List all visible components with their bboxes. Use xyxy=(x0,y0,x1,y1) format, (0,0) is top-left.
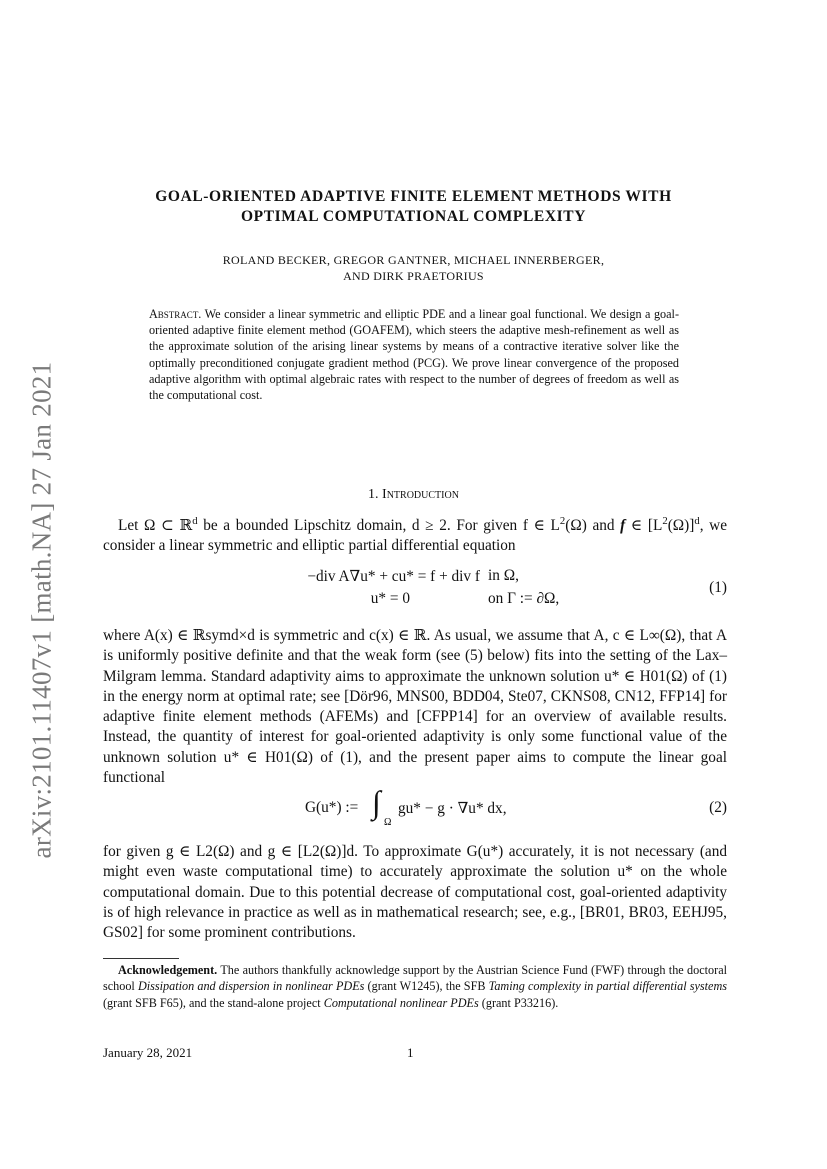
title-line-1: GOAL-ORIENTED ADAPTIVE FINITE ELEMENT METHODS WITH xyxy=(155,188,672,205)
arxiv-sidebar xyxy=(22,350,62,870)
authors-line-2: AND DIRK PRAETORIUS xyxy=(343,269,484,283)
eq1-line1-rhs: in Ω, xyxy=(488,567,519,584)
page-number: 1 xyxy=(407,1045,414,1060)
p1-sup-b: 2 xyxy=(559,514,566,527)
intro-paragraph-1 xyxy=(103,516,727,557)
ack-text-3: (grant SFB F65), and the stand-alone project xyxy=(103,995,324,1010)
ack-italic-2: Taming complexity in partial differential systems xyxy=(488,979,727,994)
p1-sup-e: d xyxy=(694,514,700,527)
p1-sup-d: 2 xyxy=(662,514,668,527)
eq2-number: (2) xyxy=(709,799,727,816)
eq1-line2-rhs: on Γ := ∂Ω, xyxy=(488,590,560,607)
p1-bold-f: f xyxy=(620,517,626,534)
authors-line-1: ROLAND BECKER, GREGOR GANTNER, MICHAEL INNERBERGER, xyxy=(222,253,605,267)
eq1-line2-lhs: u* = 0 xyxy=(370,590,410,607)
abstract-label: Abstract. xyxy=(149,307,202,321)
ack-text-2: (grant W1245), the SFB xyxy=(364,979,489,994)
ack-label: Acknowledgement. xyxy=(118,963,218,977)
ack-italic-1: Dissipation and dispersion in nonlinear PDEs xyxy=(137,979,365,994)
eq2-domain: Ω xyxy=(384,817,392,828)
ack-italic-3: Computational nonlinear PDEs xyxy=(323,995,479,1010)
arxiv-id: arXiv:2101.11407v1 [math.NA] 27 Jan 2021 xyxy=(26,361,57,859)
abstract xyxy=(149,306,679,403)
p1-text-f: , we consider a linear symmetric and elliptic partial differential equation xyxy=(103,517,727,555)
footnote-rule xyxy=(103,958,179,959)
eq2-lhs: G(u*) := xyxy=(305,799,359,816)
ack-text-4: (grant P33216). xyxy=(478,995,559,1010)
p1-text-e: (Ω)] xyxy=(667,517,695,534)
intro-paragraph-2: where A(x) ∈ ℝsymd×d is symmetric and c(x) ∈ ℝ. As usual, we assume that A, c ∈ L∞(Ω), that A is uniformly positive definite and that the weak form (see (5) below) fits into the setting of the Lax–Milgram lemma. Standard adaptivity aims to approximate the unknown solution u* ∈ H01(Ω) of (1) in the energy norm at optimal rate; see [Dör96, MNS00, BDD04, Ste07, CKNS08, CN12, FFP14] for adaptive finite element methods (AFEMs) and [CFPP14] for an overview of available results. Instead, the quantity of interest for goal-oriented adaptivity is only some functional value of the unknown solution u* ∈ H01(Ω) of (1), and the present paper aims to compute the linear goal functional xyxy=(103,627,727,787)
ack-text-1: The authors thankfully acknowledge support by the Austrian Science Fund (FWF) through the doctoral school xyxy=(103,963,727,994)
acknowledgement xyxy=(103,962,727,1011)
eq1-number: (1) xyxy=(709,579,727,596)
section-number: 1. xyxy=(368,487,379,502)
eq1-line1-lhs: −div A∇u* + cu* = f + div f xyxy=(307,568,480,585)
title-line-2: OPTIMAL COMPUTATIONAL COMPLEXITY xyxy=(240,208,586,225)
abstract-text: We consider a linear symmetric and elliptic PDE and a linear goal functional. We design a goal-oriented adaptive finite element method (GOAFEM), which steers the adaptive mesh-refinement as well as the approximate solution of the arising linear systems by means of a contractive iterative solver like the optimally preconditioned conjugate gradient method (PCG). We prove linear convergence of the proposed adaptive algorithm with optimal algebraic rates with respect to the number of degrees of freedom as well as the computational cost. xyxy=(149,307,679,403)
p1-text-a: Let Ω ⊂ ℝ xyxy=(118,517,193,534)
p1-text-c: (Ω) and xyxy=(565,517,621,534)
integral-sign: ∫ xyxy=(372,784,381,820)
authors xyxy=(100,252,727,284)
footer-date: January 28, 2021 xyxy=(103,1045,193,1060)
eq2-integrand: gu* − g · ∇u* dx, xyxy=(398,800,507,817)
paper-title xyxy=(100,187,727,227)
p1-text-d: ∈ [L xyxy=(625,517,663,534)
section-heading xyxy=(100,487,727,503)
section-title: Introduction xyxy=(382,487,459,502)
intro-paragraph-3: for given g ∈ L2(Ω) and g ∈ [L2(Ω)]d. To approximate G(u*) accurately, it is not necessary (and might even waste computational time) to accurately approximate the solution u* on the whole computational domain. Due to this potential decrease of computational cost, goal-oriented adaptivity is of high relevance in practice as well as in mathematical research; see, e.g., [BR01, BR03, EEHJ95, GS02] for some prominent contributions. xyxy=(103,843,727,942)
p1-sup-a: d xyxy=(192,514,198,527)
p1-text-b: be a bounded Lipschitz domain, d ≥ 2. For given f ∈ L xyxy=(197,517,560,534)
